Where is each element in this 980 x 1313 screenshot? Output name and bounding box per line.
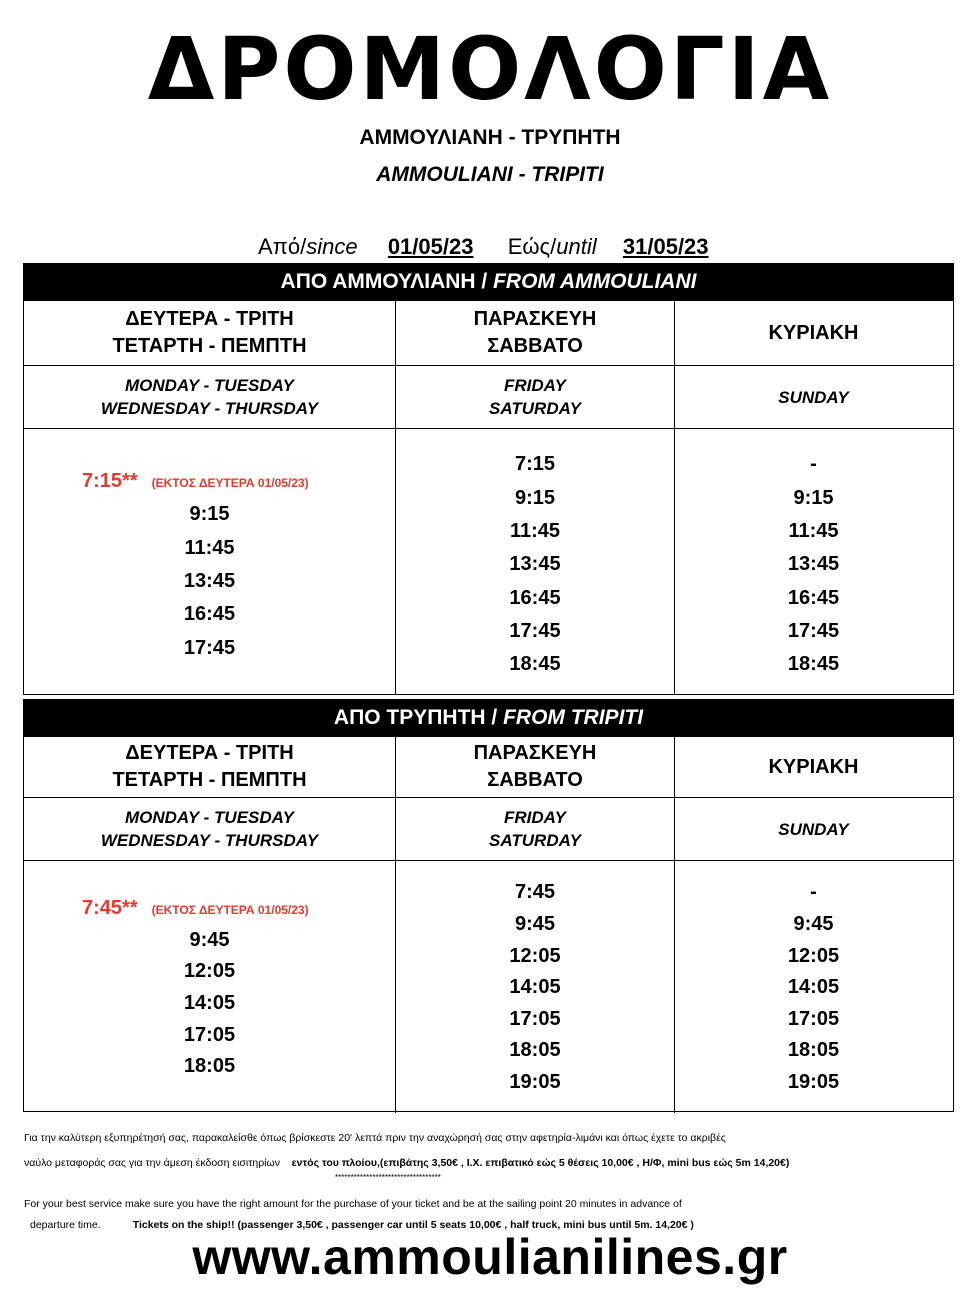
weekday-header: ΔΕΥΤΕΡΑ - ΤΡΙΤΗ ΤΕΤΑΡΤΗ - ΠΕΜΠΤΗ xyxy=(24,737,396,797)
sunday-header-en: SUNDAY xyxy=(778,387,849,407)
weekday-header-en: MONDAY - TUESDAY WEDNESDAY - THURSDAY xyxy=(24,366,396,428)
sunday-times xyxy=(675,861,952,1113)
until-date: 31/05/23 xyxy=(622,234,709,259)
time-cell: 13:45 xyxy=(509,553,561,576)
time-cell: 9:15 xyxy=(793,486,834,509)
footer-note-greek-2: ναύλο μεταφοράς σας για την άμεση έκδοση εισιτηρίων εντός του πλοίου,(επιβάτης 3,50€ , Ι.Χ. επιβατικό εώς 5 θέσεις 10,00€ , Η/Φ, mini bus εώς 5m 14,20€) xyxy=(24,1157,790,1169)
fri-sat-header: ΠΑΡΑΣΚΕΥΗ ΣΑΒΒΑΤΟ xyxy=(396,301,675,365)
time-cell: 19:05 xyxy=(787,1070,840,1093)
sunday-header: ΚΥΡΙΑΚΗ xyxy=(768,321,859,344)
time-cell: 18:05 xyxy=(183,1055,236,1078)
page-title: ΔΡΟΜΟΛΟΓΙΑ xyxy=(147,20,833,120)
time-cell: 14:05 xyxy=(787,976,840,999)
time-cell: 13:45 xyxy=(787,553,840,576)
day-header-english xyxy=(24,797,953,860)
since-date: 01/05/23 xyxy=(387,234,474,259)
time-cell: 14:05 xyxy=(183,992,236,1014)
time-cell: 16:45 xyxy=(787,586,840,609)
departure-times xyxy=(24,860,953,1113)
time-cell: 9:45 xyxy=(793,913,834,936)
time-cell: 9:15 xyxy=(514,486,556,509)
time-cell: 19:05 xyxy=(509,1070,561,1093)
footer-note-english-1: For your best service make sure you have the right amount for the purchase of your ticket and be at the sailing point 20 minutes in advance of xyxy=(24,1198,682,1210)
day-header-greek xyxy=(24,736,953,797)
time-cell: 17:05 xyxy=(787,1007,840,1030)
departure-times xyxy=(24,428,953,695)
time-cell: 18:05 xyxy=(509,1039,561,1062)
time-cell: - xyxy=(810,881,817,904)
time-cell: 17:45 xyxy=(787,620,840,643)
time-cell: 11:45 xyxy=(184,536,235,559)
schedule-from-ammouliani xyxy=(23,263,954,695)
sunday-header-en: SUNDAY xyxy=(778,819,849,839)
route-english: AMMOULIANI - TRIPITI xyxy=(376,163,604,186)
time-cell: 14:05 xyxy=(509,976,561,999)
route-greek: ΑΜΜΟΥΛΙΑΝΗ - ΤΡΥΠΗΤΗ xyxy=(359,126,621,149)
time-cell: 18:45 xyxy=(787,653,840,676)
time-cell: 12:05 xyxy=(509,944,561,967)
schedule-from-tripiti xyxy=(23,699,954,1112)
first-departure: 7:45** (ΕΚΤΟΣ ΔΕΥΤΕΡΑ 01/05/23) xyxy=(82,897,309,920)
time-cell: 16:45 xyxy=(183,603,236,626)
day-header-greek xyxy=(24,300,953,365)
footer-note-english-2: departure time. Tickets on the ship!! (passenger 3,50€ , passenger car until 5 seats 10,00€ , half truck, mini bus until 5m. 14,20€ ) xyxy=(30,1219,694,1231)
fri-sat-times xyxy=(396,429,675,695)
weekday-header-en: MONDAY - TUESDAY WEDNESDAY - THURSDAY xyxy=(24,798,396,860)
time-cell: 12:05 xyxy=(183,960,236,983)
time-cell: - xyxy=(810,453,817,476)
section-heading: ΑΠΟ ΑΜΜΟΥΛΙΑΝΗ / FROM AMMOULIANI xyxy=(24,264,953,300)
fri-sat-times xyxy=(396,861,675,1113)
until-label: Εώς/until xyxy=(507,234,597,259)
time-cell: 16:45 xyxy=(509,586,561,609)
footer-stars: ********************************** xyxy=(335,1173,441,1182)
website-link[interactable]: www.ammoulianilines.gr xyxy=(192,1229,788,1285)
time-cell: 17:05 xyxy=(183,1023,236,1046)
time-cell: 13:45 xyxy=(183,570,236,592)
time-cell: 9:15 xyxy=(189,503,230,526)
time-cell: 17:45 xyxy=(509,620,561,643)
weekday-header: ΔΕΥΤΕΡΑ - ΤΡΙΤΗ ΤΕΤΑΡΤΗ - ΠΕΜΠΤΗ xyxy=(24,301,396,365)
fri-sat-header-en: FRIDAY SATURDAY xyxy=(396,366,675,428)
sunday-header: ΚΥΡΙΑΚΗ xyxy=(768,755,859,778)
since-label: Από/since xyxy=(258,234,358,259)
time-cell: 7:45 xyxy=(514,881,556,904)
time-cell: 7:15 xyxy=(514,453,556,476)
first-departure: 7:15** (ΕΚΤΟΣ ΔΕΥΤΕΡΑ 01/05/23) xyxy=(82,469,309,492)
time-cell: 9:45 xyxy=(514,913,556,936)
time-cell: 18:05 xyxy=(787,1039,840,1062)
time-cell: 17:45 xyxy=(183,636,236,659)
weekday-times xyxy=(24,861,396,1113)
sunday-times xyxy=(675,429,952,695)
time-cell: 11:45 xyxy=(788,519,839,542)
fri-sat-header: ΠΑΡΑΣΚΕΥΗ ΣΑΒΒΑΤΟ xyxy=(396,737,675,797)
time-cell: 12:05 xyxy=(787,944,840,967)
weekday-times xyxy=(24,429,396,695)
day-header-english xyxy=(24,365,953,428)
time-cell: 18:45 xyxy=(509,653,561,676)
fri-sat-header-en: FRIDAY SATURDAY xyxy=(396,798,675,860)
section-heading: ΑΠΟ ΤΡΥΠΗΤΗ / FROM TRIPITI xyxy=(24,700,953,736)
footer-note-greek-1: Για την καλύτερη εξυπηρέτησή σας, παρακαλείσθε όπως βρίσκεστε 20' λεπτά πριν την αναχώρησή σας στην αφετηρία-λιμάνι και όπως έχετε το ακριβές xyxy=(24,1132,726,1144)
time-cell: 9:45 xyxy=(189,928,230,951)
time-cell: 17:05 xyxy=(509,1007,561,1030)
validity-dates xyxy=(258,234,709,260)
time-cell: 11:45 xyxy=(509,519,561,542)
